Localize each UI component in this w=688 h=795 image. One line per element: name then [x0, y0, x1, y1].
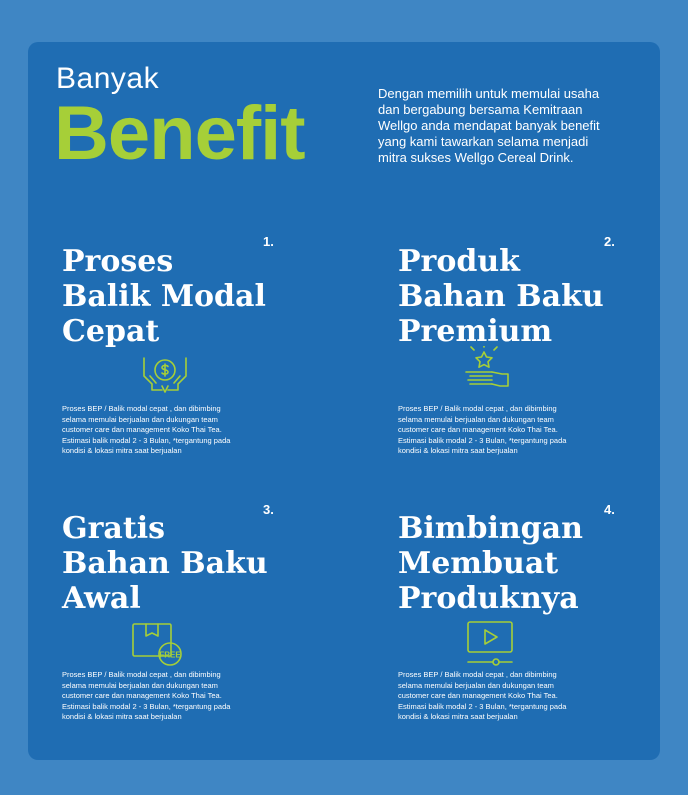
benefit-title	[62, 511, 322, 616]
benefit-title-line: Cepat	[62, 314, 160, 349]
hands-money-icon	[140, 352, 190, 398]
description-line: selama memulai berjualan dan dukungan team	[62, 414, 218, 424]
benefit-title-line: Awal	[62, 581, 141, 616]
benefit-title-line: Membuat	[398, 546, 559, 581]
description-line: kondisi & lokasi mitra saat berjualan	[62, 712, 182, 721]
description-line: customer care dan management Koko Thai Tea.	[398, 691, 558, 700]
benefit-title	[398, 511, 658, 616]
intro-line: Dengan memilih untuk memulai usaha	[378, 86, 600, 101]
benefit-title-line: Produknya	[398, 581, 579, 616]
benefit-description	[62, 670, 262, 723]
benefit-number: 4.	[604, 502, 615, 517]
benefit-description	[398, 404, 598, 457]
description-line: selama memulai berjualan dan dukungan team	[398, 414, 554, 424]
intro-line: dan bergabung bersama Kemitraan	[378, 102, 583, 117]
benefit-number: 1.	[263, 234, 274, 249]
hand-star-icon	[464, 346, 512, 392]
benefit-title-line: Bahan Baku	[398, 279, 604, 314]
description-line: Proses BEP / Balik modal cepat , dan dibimbing	[398, 670, 557, 679]
description-line: Proses BEP / Balik modal cepat , dan dibimbing	[398, 404, 557, 413]
free-box-icon	[130, 620, 184, 668]
benefit-title-line: Balik Modal	[62, 279, 266, 314]
benefit-title-line: Proses	[62, 244, 174, 279]
video-player-icon	[466, 620, 514, 668]
benefit-title-line: Bahan Baku	[62, 546, 268, 581]
description-line: kondisi & lokasi mitra saat berjualan	[398, 712, 518, 721]
benefit-description	[62, 404, 262, 457]
description-line: customer care dan management Koko Thai Tea.	[62, 691, 222, 700]
benefit-title-line: Bimbingan	[398, 511, 583, 546]
description-line: Proses BEP / Balik modal cepat , dan dibimbing	[62, 670, 221, 679]
description-line: selama memulai berjualan dan dukungan team	[398, 680, 554, 690]
description-line: kondisi & lokasi mitra saat berjualan	[62, 446, 182, 455]
intro-paragraph	[378, 86, 658, 166]
description-line: kondisi & lokasi mitra saat berjualan	[398, 446, 518, 455]
description-line: selama memulai berjualan dan dukungan team	[62, 680, 218, 690]
description-line: customer care dan management Koko Thai Tea.	[398, 425, 558, 434]
benefit-title	[62, 244, 322, 349]
description-line: Estimasi balik modal 2 - 3 Bulan, *tergantung pada	[62, 435, 231, 445]
benefit-number: 2.	[604, 234, 615, 249]
benefit-title-line: Produk	[398, 244, 520, 279]
description-line: customer care dan management Koko Thai Tea.	[62, 425, 222, 434]
intro-line: Wellgo anda mendapat banyak benefit	[378, 118, 600, 133]
intro-line: mitra sukses Wellgo Cereal Drink.	[378, 150, 574, 165]
benefit-number: 3.	[263, 502, 274, 517]
benefit-title-line: Gratis	[62, 511, 166, 546]
heading-banyak: Banyak	[56, 62, 160, 95]
heading-benefit: Benefit	[54, 91, 305, 176]
description-line: Estimasi balik modal 2 - 3 Bulan, *tergantung pada	[398, 435, 567, 445]
benefit-description	[398, 670, 598, 723]
intro-line: yang kami tawarkan selama menjadi	[378, 134, 589, 149]
description-line: Proses BEP / Balik modal cepat , dan dibimbing	[62, 404, 221, 413]
description-line: Estimasi balik modal 2 - 3 Bulan, *tergantung pada	[62, 701, 231, 711]
benefit-title-line: Premium	[398, 314, 553, 349]
description-line: Estimasi balik modal 2 - 3 Bulan, *tergantung pada	[398, 701, 567, 711]
benefit-title	[398, 244, 658, 349]
free-badge-text: FREE	[159, 650, 181, 660]
